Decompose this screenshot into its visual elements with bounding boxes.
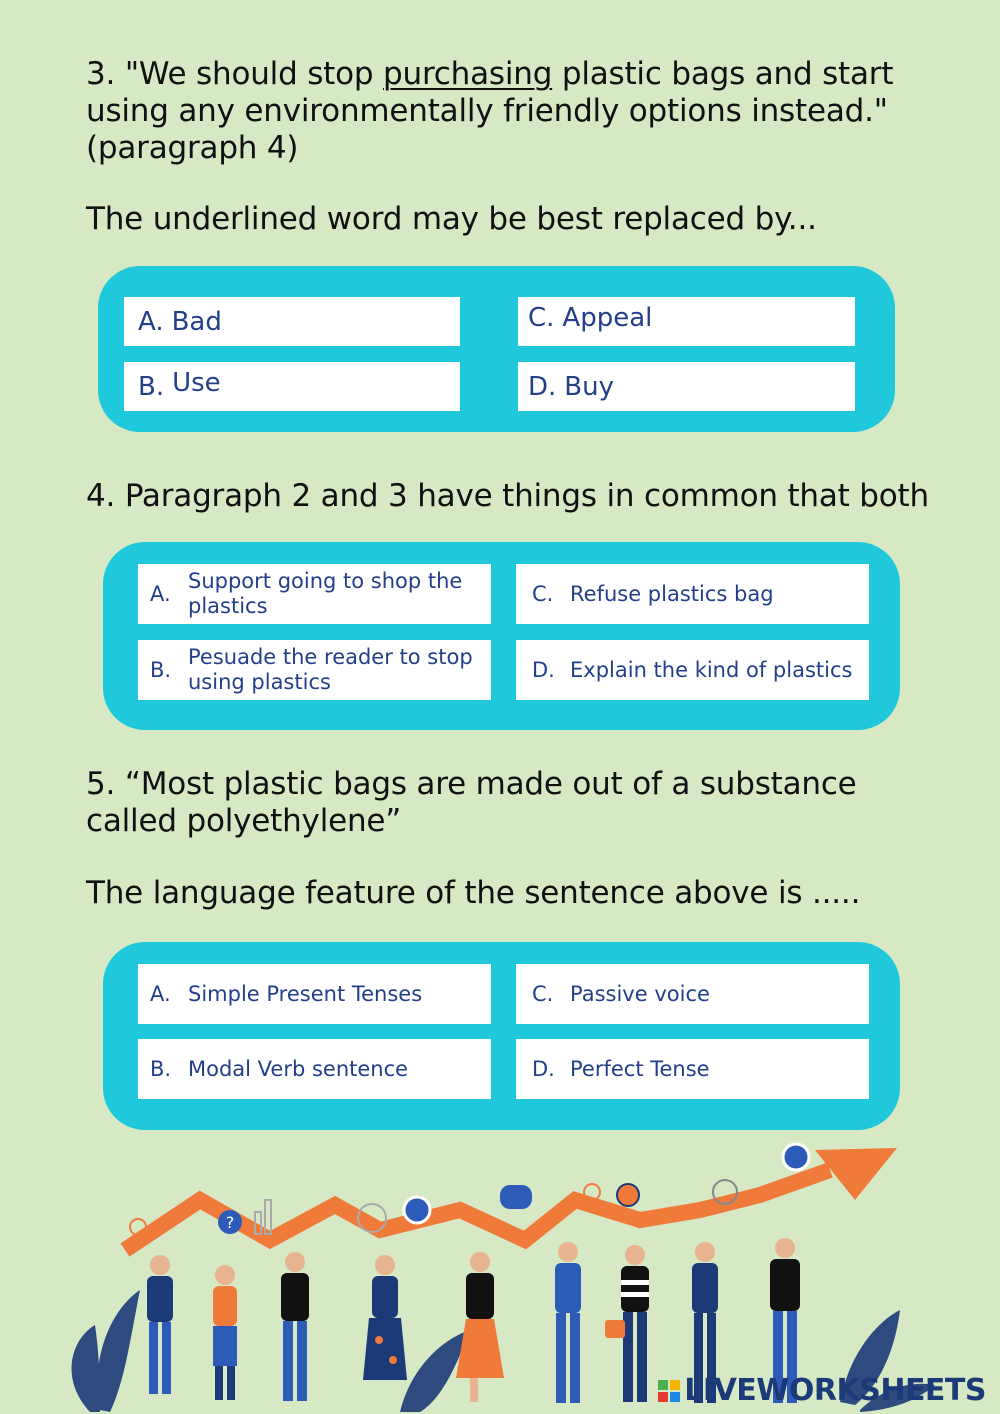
q3-option-c[interactable]: C. Appeal [518,297,855,346]
q4-option-d[interactable]: D. Explain the kind of plastics [516,640,869,700]
svg-text:?: ? [225,1213,235,1232]
q4-option-a[interactable]: A. Support going to shop the plastics [138,564,491,624]
q5-question [86,766,857,840]
q4-prompt: 4. Paragraph 2 and 3 have things in common that both [86,478,929,514]
q3-option-d[interactable]: D. Buy [518,362,855,411]
brand-name: LIVEWORKSHEETS [684,1373,986,1408]
q3-line1: 3. "We should stop purchasing plastic bags and start [86,56,894,92]
q3-option-a[interactable]: A. Bad [124,297,460,346]
q5-line2: called polyethylene” [86,803,402,839]
q5-option-a[interactable]: A. Simple Present Tenses [138,964,491,1024]
q3-prompt: The underlined word may be best replaced by... [86,201,817,237]
q3-option-b[interactable]: B. Use [124,362,460,411]
q5-prompt: The language feature of the sentence above is ..... [86,875,861,911]
brand-logo-icon [658,1380,680,1402]
q3-line2: using any environmentally friendly options instead." [86,93,888,129]
q4-option-c[interactable]: C. Refuse plastics bag [516,564,869,624]
q5-line1: 5. “Most plastic bags are made out of a substance [86,766,857,802]
underlined-word: purchasing [383,56,553,92]
q3-line3: (paragraph 4) [86,130,299,166]
liveworksheets-logo [658,1373,986,1408]
q5-option-d[interactable]: D. Perfect Tense [516,1039,869,1099]
q4-option-b[interactable]: B. Pesuade the reader to stop using plastics [138,640,491,700]
q5-option-c[interactable]: C. Passive voice [516,964,869,1024]
q3-question [86,56,893,167]
q5-option-b[interactable]: B. Modal Verb sentence [138,1039,491,1099]
